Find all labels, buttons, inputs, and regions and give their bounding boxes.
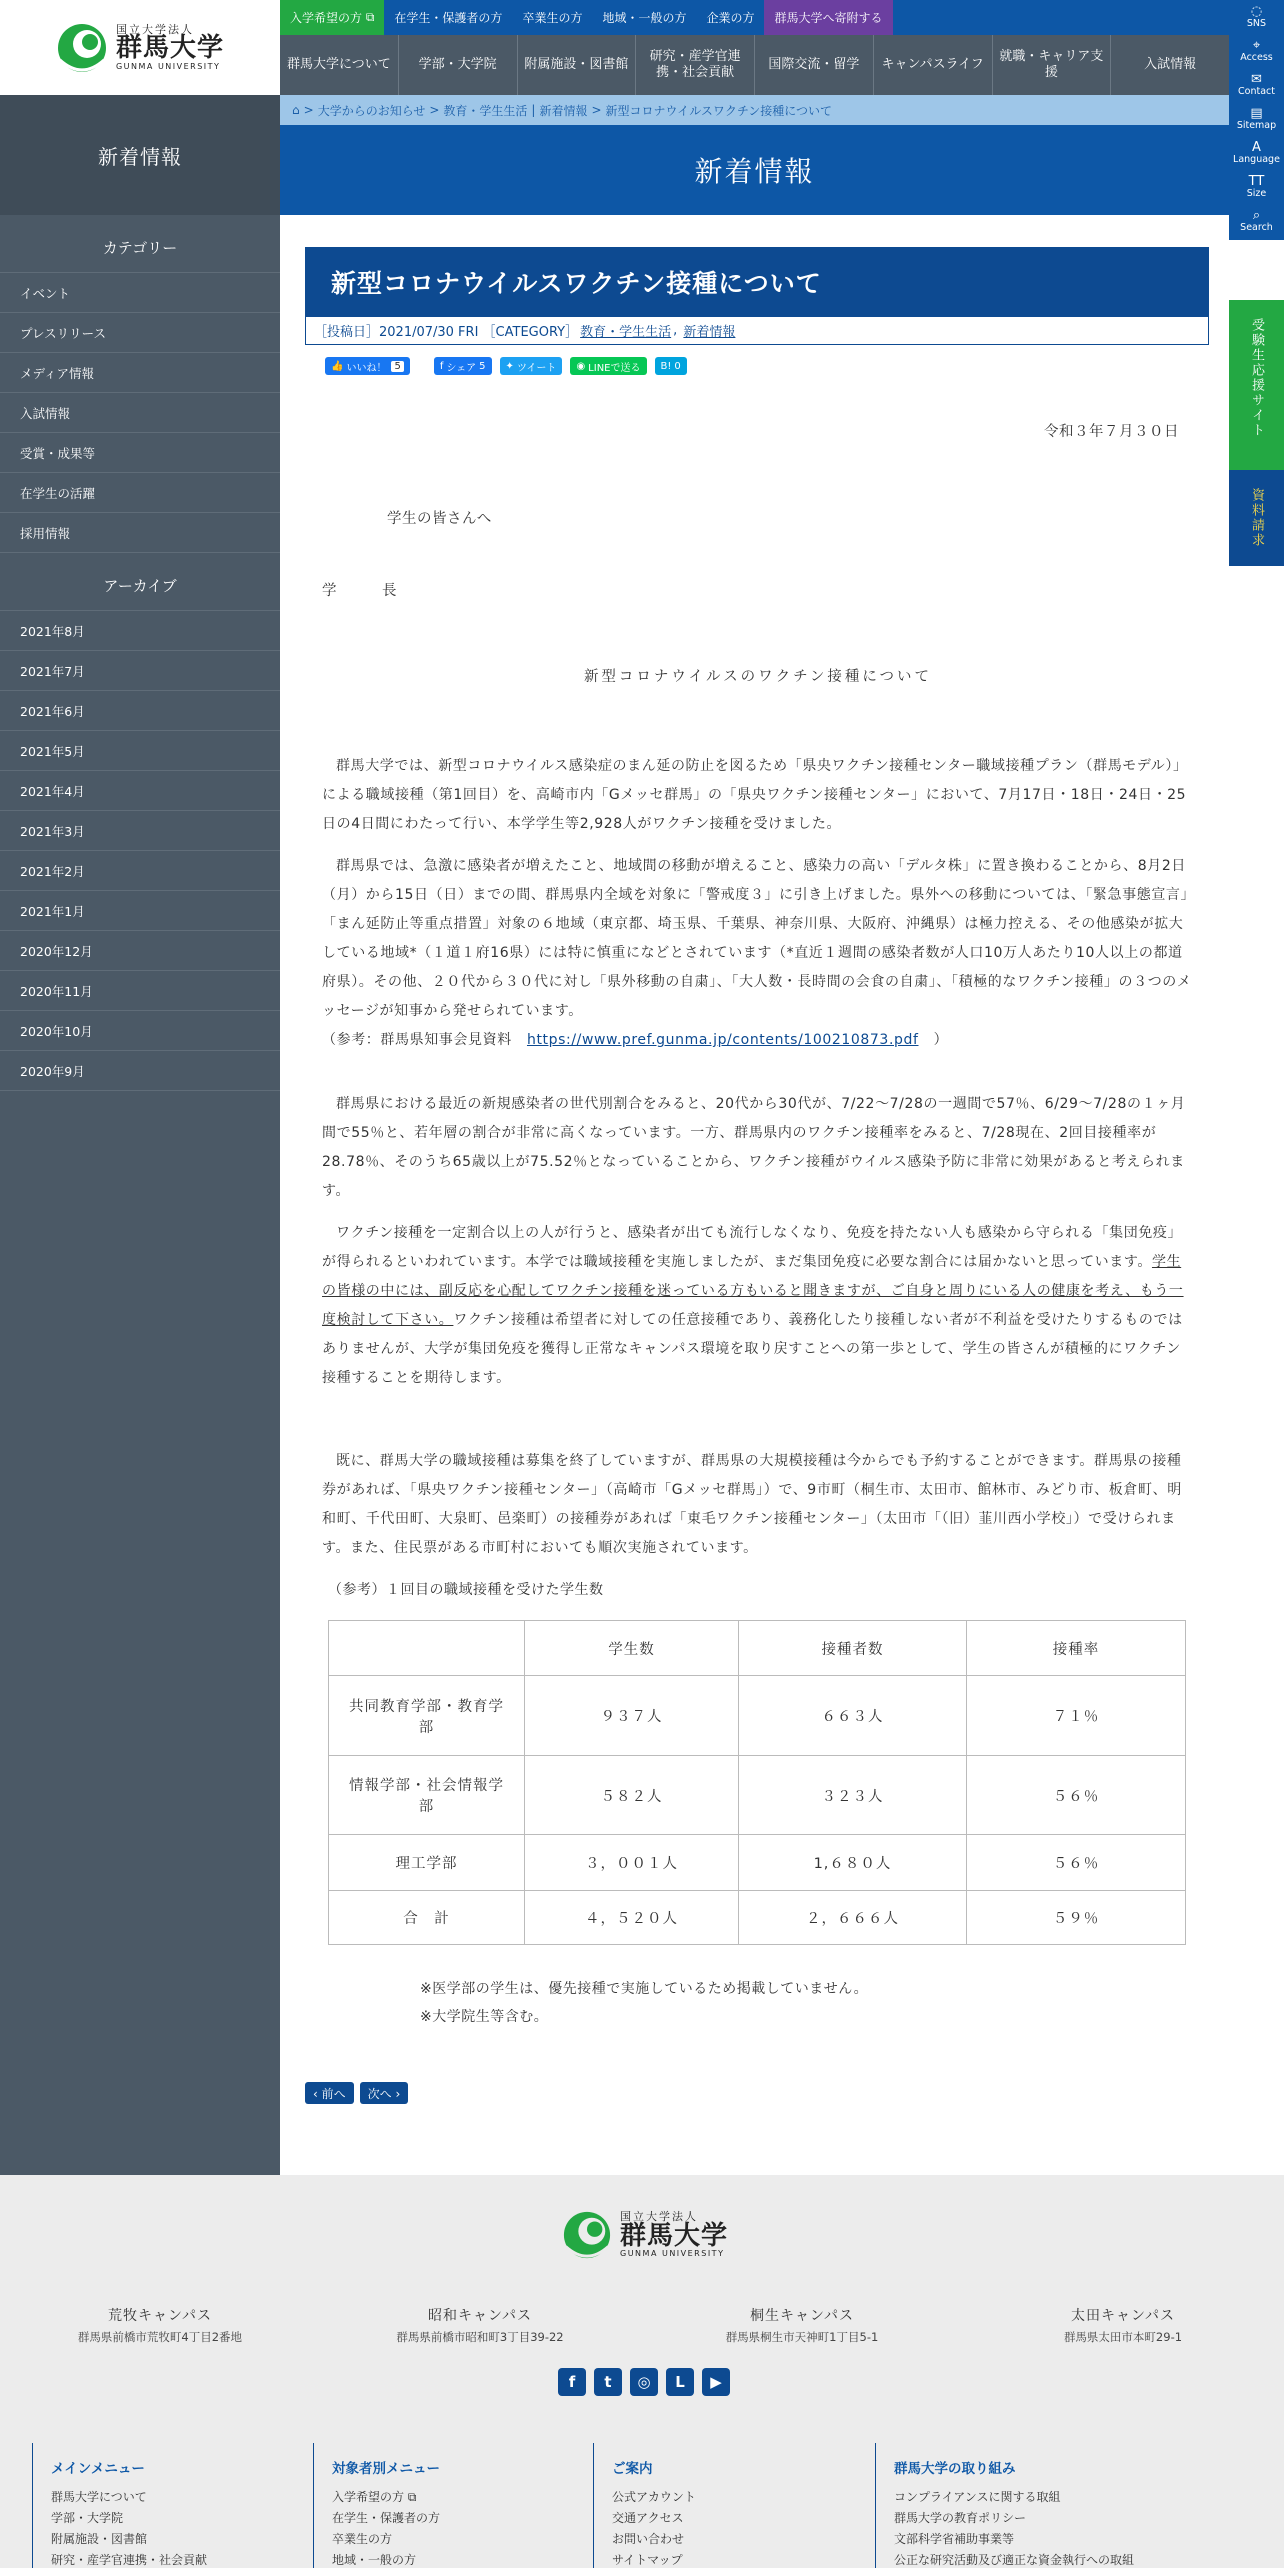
- line-icon[interactable]: L: [666, 2368, 694, 2396]
- campus-kiryu: 桐生キャンパス 群馬県桐生市天神町1丁目5-1: [725, 2308, 879, 2344]
- external-link-icon: ⧉: [407, 2490, 417, 2504]
- footer-link[interactable]: 公正な研究活動及び適正な資金執行への取組: [894, 2553, 1135, 2567]
- paragraph-5: 既に、群馬大学の職域接種は募集を終了していますが、群馬県の大規模接種は今からでも予約することができます。群馬県の接種券があれば、「県央ワクチン接種センター」（高崎市「Gメッセ群馬」）で、9市町（桐生市、太田市、館林市、みどり市、板倉町、明和町、千代田町、大泉町、邑楽町）の接種券があれば「東毛ワクチン接種センター」（太田市「（旧）韮川西小学校」）で受けられます。また、住民票がある市町村においても順次実施されています。: [322, 1453, 1182, 1556]
- archive-item[interactable]: 2021年6月: [0, 691, 280, 731]
- breadcrumb-news[interactable]: 大学からのお知らせ: [317, 103, 426, 118]
- breadcrumb-sep: >: [429, 103, 440, 117]
- sidebar-item-students[interactable]: 在学生の活躍: [0, 473, 280, 513]
- note-graduate: ※大学院生等含む。: [420, 2009, 549, 2025]
- sidebar-item-awards[interactable]: 受賞・成果等: [0, 433, 280, 473]
- nav-admissions[interactable]: 入試情報: [1144, 56, 1197, 72]
- external-link-icon: ⧉: [365, 10, 375, 24]
- main-nav: [280, 35, 1229, 95]
- topbar-donate[interactable]: 群馬大学へ寄附する: [764, 0, 892, 35]
- gunma-logo-icon: [56, 22, 108, 74]
- footer-link[interactable]: 群馬大学について: [51, 2490, 147, 2504]
- language-icon: A: [1252, 139, 1261, 155]
- footer-col-guide: ご案内 公式アカウント 交通アクセス お問い合わせ サイトマップ: [593, 2443, 853, 2568]
- archive-list: [0, 611, 280, 1091]
- table-header-row: 学生数 接種者数 接種率: [329, 1621, 1186, 1676]
- search-icon: ⌕: [1252, 207, 1261, 223]
- archive-item[interactable]: 2020年9月: [0, 1051, 280, 1091]
- line-icon: ◉: [576, 360, 586, 372]
- pager: [305, 2082, 408, 2104]
- next-button[interactable]: 次へ ›: [360, 2082, 409, 2104]
- category-list: [0, 273, 280, 553]
- article-sender: 学 長: [322, 583, 397, 599]
- logo-name: 群馬大学: [115, 33, 224, 64]
- util-contact[interactable]: ✉ Contact: [1238, 71, 1275, 97]
- breadcrumb: ⌂ > 大学からのお知らせ > 教育・学生生活 | 新着情報 > 新型コロナウイルスワクチン接種について: [280, 95, 1229, 125]
- twitter-icon[interactable]: t: [594, 2368, 622, 2396]
- sidebar-item-admission[interactable]: 入試情報: [0, 393, 280, 433]
- category-link[interactable]: 教育・学生生活: [580, 325, 672, 340]
- breadcrumb-sep: >: [591, 103, 602, 117]
- article-title: 新型コロナウイルスワクチン接種について: [305, 247, 1209, 317]
- sidebar: [0, 95, 280, 2175]
- footer-logo[interactable]: 国立大学法人 群馬大学 GUNMA UNIVERSITY: [562, 2210, 728, 2260]
- instagram-icon[interactable]: ◎: [630, 2368, 658, 2396]
- footer-link[interactable]: 地域・一般の方: [332, 2553, 417, 2567]
- util-sitemap[interactable]: ▤ Sitemap: [1236, 105, 1277, 131]
- footer-link[interactable]: 研究・産学官連携・社会貢献: [51, 2553, 208, 2567]
- archive-item[interactable]: 2021年4月: [0, 771, 280, 811]
- archive-item[interactable]: 2021年5月: [0, 731, 280, 771]
- thumbs-up-icon: 👍: [331, 360, 344, 372]
- breadcrumb-sep: >: [303, 103, 314, 117]
- sidebar-item-media[interactable]: メディア情報: [0, 353, 280, 393]
- table-row: 理工学部 ３，００１人 1,６８０人 ５６％: [329, 1835, 1186, 1891]
- footer-link[interactable]: 在学生・保護者の方: [332, 2511, 441, 2525]
- tweet-button[interactable]: ✦ ツイート: [500, 357, 563, 375]
- page-title: 新着情報: [280, 125, 1229, 215]
- nav-career[interactable]: 就職・キャリア支援: [993, 35, 1112, 95]
- table-total-row: 合 計 ４，５２０人 ２，６６６人 ５９％: [329, 1891, 1186, 1945]
- campus-ota: 太田キャンパス 群馬県太田市本町29-1: [1063, 2308, 1183, 2344]
- fb-share-button[interactable]: f シェア 5: [434, 357, 492, 375]
- archive-item[interactable]: 2021年7月: [0, 651, 280, 691]
- sidebar-item-event[interactable]: イベント: [0, 273, 280, 313]
- paragraph-3: 群馬県における最近の新規感染者の世代別割合をみると、20代から30代が、7/22～7/28の一週間で57％、6/29～7/28の１ヶ月間で55％と、若年層の割合が非常に高くなっています。一方、群馬県内のワクチン接種率をみると、7/28現在、2回目接種率が28.78％、そのうち65歳以上が75.52％となっていることから、ワクチン接種がウイルス感染予防に非常に効果があると考えられます。: [322, 1096, 1186, 1199]
- note-medical: ※医学部の学生は、優先接種で実施しているため掲載していません。: [420, 1981, 869, 1997]
- campus-showa: 昭和キャンパス 群馬県前橋市昭和町3丁目39-22: [396, 2308, 564, 2344]
- mail-icon: ✉: [1251, 71, 1262, 87]
- topbar-public[interactable]: 地域・一般の方: [602, 11, 687, 25]
- footer-link[interactable]: 学部・大学院: [51, 2511, 124, 2525]
- youtube-icon[interactable]: ▶: [702, 2368, 730, 2396]
- footer-link[interactable]: 交通アクセス: [612, 2511, 684, 2525]
- facebook-icon: f: [439, 360, 444, 372]
- utility-bar: [1229, 0, 1284, 240]
- paragraph-4: ワクチン接種を一定割合以上の人が行うと、感染者が出ても流行しなくなり、免疫を持たない人も感染から守られる「集団免疫」が得られるといわれています。本学では職域接種を実施しましたが、まだ集団免疫に必要な割合には届かないと思っています。学生の皆様の中には、副反応を心配してワクチン接種を迷っている方もいると聞きますが、ご自身と周りにいる人の健康を考え、もう一度検討して下さい。ワクチン接種は希望者に対しての任意接種であり、義務化したり接種しない者が不利益を受けたりするものではありませんが、大学が集団免疫を獲得し正常なキャンパス環境を取り戻すことへの第一歩として、学生の皆さんが積極的にワクチン接種することを期待します。: [322, 1225, 1184, 1386]
- archive-item[interactable]: 2021年1月: [0, 891, 280, 931]
- breadcrumb-whatsnew[interactable]: 新着情報: [539, 103, 588, 118]
- audience-bar: [280, 0, 1229, 35]
- category-link[interactable]: 新着情報: [683, 325, 736, 340]
- archive-item[interactable]: 2020年11月: [0, 971, 280, 1011]
- sidebar-item-recruit[interactable]: 採用情報: [0, 513, 280, 553]
- footer-col-initiatives: 群馬大学の取り組み コンプライアンスに関する取組 群馬大学の教育ポリシー 文部科学省補助事業等 公正な研究活動及び適正な資金執行への取組: [875, 2443, 1215, 2568]
- facebook-icon[interactable]: f: [558, 2368, 586, 2396]
- font-size-icon: TT: [1248, 173, 1265, 189]
- footer-col-main: メインメニュー 群馬大学について 学部・大学院 附属施設・図書館 研究・産学官連携・社会貢献: [32, 2443, 292, 2568]
- nav-about[interactable]: 群馬大学について: [280, 35, 399, 95]
- sns-links: [558, 2368, 730, 2396]
- util-size[interactable]: TT Size: [1246, 173, 1267, 199]
- nav-facilities[interactable]: 附属施設・図書館: [518, 35, 637, 95]
- archive-heading: アーカイブ: [0, 561, 280, 611]
- home-icon[interactable]: ⌂: [292, 103, 300, 117]
- nav-faculties[interactable]: 学部・大学院: [399, 35, 518, 95]
- archive-item[interactable]: 2020年12月: [0, 931, 280, 971]
- archive-item[interactable]: 2021年2月: [0, 851, 280, 891]
- site-logo[interactable]: [0, 0, 280, 95]
- paragraph-1: 群馬大学では、新型コロナウイルス感染症のまん延の防止を図るため「県央ワクチン接種センター職域接種プラン（群馬モデル）」による職域接種（第1回目）を、高崎市内「Gメッセ群馬」の「県央ワクチン接種センター」において、7月17日・18日・24日・25日の4日間にわたって行い、本学学生等2,928人がワクチン接種を受けました。: [322, 758, 1188, 832]
- footer-link[interactable]: 卒業生の方: [332, 2532, 393, 2546]
- chat-icon: ◌: [1250, 3, 1263, 19]
- nav-international[interactable]: 国際交流・留学: [755, 35, 874, 95]
- logo-small-text: 国立大学法人: [115, 22, 194, 36]
- archive-item[interactable]: 2021年8月: [0, 611, 280, 651]
- footer-link[interactable]: お問い合わせ: [612, 2532, 685, 2546]
- article-addressee: 学生の皆さんへ: [387, 511, 492, 527]
- breadcrumb-current: 新型コロナウイルスワクチン接種について: [605, 103, 832, 118]
- paragraph-2: 群馬県では、急激に感染者が増えたこと、地域間の移動が増えること、感染力の高い「デルタ株」に置き換わることから、8月2日（月）から15日（日）までの間、群馬県内全域を対象に「警戒度３」に引き上げました。県外への移動については、「緊急事態宣言」「まん延防止等重点措置」対象の６地域（東京都、埼玉県、千葉県、神奈川県、大阪府、沖縄県）は極力控える、その他感染が拡大している地域*（１道１府16県）には特に慎重になどとされています（*直近１週間の感染者数が人口10万人あたり10人以上の都道府県）。その他、２０代から３０代に対し「県外移動の自粛」、「大人数・長時間の会食の自粛」、「積極的なワクチン接種」の３つのメッセージが知事から発せられています。 （参考：群馬県知事会見資料 https://www.pref.gunma.jp/contents/100210873.pdf ）: [322, 858, 1192, 1048]
- request-materials-tab[interactable]: 資料請求: [1229, 470, 1284, 566]
- campus-aramaki: 荒牧キャンパス 群馬県前橋市荒牧町4丁目2番地: [77, 2308, 243, 2344]
- twitter-icon: ✦: [505, 360, 514, 372]
- footer-link[interactable]: 公式アカウント: [612, 2490, 696, 2504]
- prev-button[interactable]: ‹ 前へ: [305, 2082, 354, 2104]
- footer-link[interactable]: 群馬大学の教育ポリシー: [894, 2511, 1027, 2525]
- footer-link[interactable]: 附属施設・図書館: [51, 2532, 148, 2546]
- table-row: 情報学部・社会情報学部 ５８２人 ３２３人 ５６％: [329, 1756, 1186, 1835]
- exam-support-tab[interactable]: 受験生応援サイト: [1229, 300, 1284, 470]
- hatena-button[interactable]: B! 0: [655, 357, 687, 375]
- util-sns[interactable]: ◌ SNS: [1246, 3, 1267, 29]
- util-language[interactable]: A Language: [1233, 139, 1280, 165]
- breadcrumb-education[interactable]: 教育・学生生活: [443, 103, 528, 118]
- article-meta: ［投稿日］2021/07/30 FRI ［CATEGORY］ 教育・学生生活 , 新着情報: [305, 317, 1209, 345]
- nav-research[interactable]: 研究・産学官連携・社会貢献: [636, 35, 755, 95]
- nav-campus-life[interactable]: キャンパスライフ: [874, 35, 993, 95]
- fb-like-button[interactable]: 👍 いいね！ 5: [325, 357, 410, 375]
- archive-item[interactable]: 2020年10月: [0, 1011, 280, 1051]
- share-buttons: [325, 357, 687, 375]
- sidebar-title: 新着情報: [0, 95, 280, 215]
- logo-en-name: GUNMA UNIVERSITY: [115, 61, 221, 71]
- topbar-alumni[interactable]: 卒業生の方: [522, 11, 583, 25]
- footer-col-audience: 対象者別メニュー 入学希望の方 ⧉ 在学生・保護者の方 卒業生の方 地域・一般の方: [313, 2443, 573, 2568]
- table-row: 共同教育学部・教育学部 ９３７人 ６６３人 ７１％: [329, 1676, 1186, 1756]
- line-share-button[interactable]: ◉ LINEで送る: [570, 357, 646, 375]
- archive-item[interactable]: 2021年3月: [0, 811, 280, 851]
- table-caption: （参考）１回目の職域接種を受けた学生数: [328, 1582, 604, 1598]
- gunma-logo-icon: [562, 2210, 612, 2260]
- hatena-icon: B!: [660, 360, 672, 372]
- footer-link[interactable]: 文部科学省補助事業等: [894, 2532, 1015, 2546]
- sitemap-icon: ▤: [1250, 105, 1263, 121]
- topbar-business[interactable]: 企業の方: [706, 11, 755, 25]
- util-search[interactable]: ⌕ Search: [1240, 207, 1273, 233]
- topbar-students[interactable]: 在学生・保護者の方: [394, 11, 503, 25]
- footer-link[interactable]: サイトマップ: [612, 2553, 683, 2567]
- article-date: 令和３年７月３０日: [1044, 424, 1179, 440]
- article-heading: 新型コロナウイルスのワクチン接種について: [583, 669, 933, 685]
- sidebar-item-press[interactable]: プレスリリース: [0, 313, 280, 353]
- util-access[interactable]: ⌖ Access: [1240, 37, 1273, 63]
- map-pin-icon: ⌖: [1252, 37, 1261, 53]
- footer-link[interactable]: コンプライアンスに関する取組: [894, 2490, 1061, 2504]
- topbar-prospective[interactable]: 入学希望の方 ⧉: [280, 0, 384, 35]
- vaccination-table: [328, 1620, 1186, 1945]
- category-heading: カテゴリー: [0, 223, 280, 273]
- footer: [0, 2175, 1284, 2568]
- footer-link[interactable]: 入学希望の方 ⧉: [332, 2490, 417, 2504]
- pref-pdf-link[interactable]: https://www.pref.gunma.jp/contents/100210873.pdf: [526, 1032, 919, 1048]
